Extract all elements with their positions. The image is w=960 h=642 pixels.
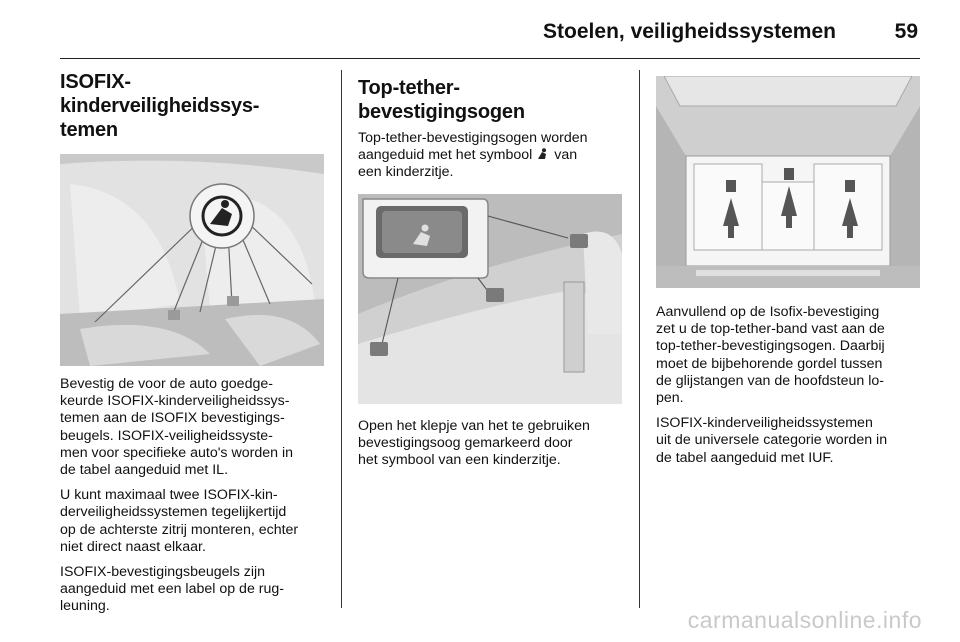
column-isofix bbox=[60, 70, 325, 616]
paragraph-top-tether-open-flap: Open het klepje van het te gebruiken bevestigingsoog gemarkeerd door het symbool van een kinderzitje. bbox=[358, 417, 590, 469]
page-number: 59 bbox=[894, 20, 918, 43]
section-heading-top-tether: Top-tether-bevestigingsogen bbox=[358, 77, 525, 123]
watermark: carmanualsonline.info bbox=[687, 607, 922, 633]
column-top-tether bbox=[358, 76, 623, 469]
top-tether-drawing bbox=[358, 194, 622, 404]
page-header bbox=[60, 14, 920, 59]
column-divider bbox=[341, 70, 342, 608]
paragraph-top-tether-strap: Aanvullend op de Isofix-bevestiging zet u de top-tether-band vast aan de top-tether-bevestigingsogen. Daarbij moet de bijbehorende gordel tussen de glijstangen van de hoofdsteun lo- pen. bbox=[656, 304, 885, 407]
paragraph-isofix-label: ISOFIX-bevestigingsbeugels zijn aangeduid met een label op de rug- leuning. bbox=[60, 564, 285, 615]
section-heading-isofix: ISOFIX-kinderveiligheidssys- temen bbox=[60, 71, 260, 141]
page-title: Stoelen, veiligheidssystemen bbox=[543, 20, 836, 43]
column-luggage bbox=[656, 76, 920, 467]
child-seat-icon bbox=[536, 148, 550, 160]
luggage-compartment-drawing bbox=[656, 76, 920, 288]
column-divider bbox=[639, 70, 640, 608]
top-tether-anchor-illustration bbox=[358, 194, 622, 404]
paragraph-top-tether-intro: Top-tether-bevestigingsogen worden aangeduid met het symbool van een kinderzitje. bbox=[358, 130, 588, 181]
luggage-compartment-illustration bbox=[656, 76, 920, 288]
isofix-seat-drawing bbox=[60, 154, 324, 366]
paragraph-isofix-max-two: U kunt maximaal twee ISOFIX-kin- derveiligheidssystemen tegelijkertijd op de achterste zitrij monteren, echter niet direct naast elkaar. bbox=[60, 487, 299, 555]
paragraph-isofix-mounting: Bevestig de voor de auto goedge- keurde ISOFIX-kinderveiligheidssys- temen aan de ISOFIX bevestigings- beugels. ISOFIX-veiligheidssyste- men voor specifieke auto's worden in de tabel aangeduid met IL. bbox=[60, 376, 293, 479]
paragraph-isofix-universal: ISOFIX-kinderveiligheidssystemen uit de universele categorie worden in de tabel aangeduid met IUF. bbox=[656, 415, 888, 466]
isofix-seat-illustration bbox=[60, 154, 324, 366]
